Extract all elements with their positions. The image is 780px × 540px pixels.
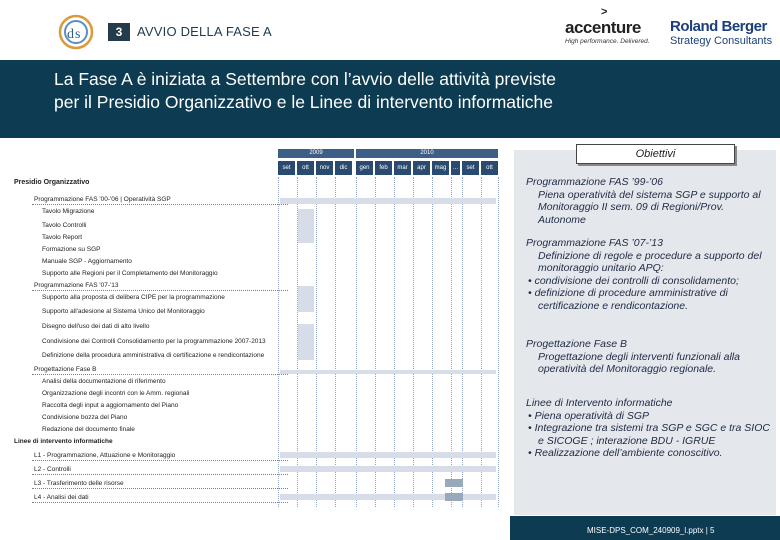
gantt-year: 2009 (278, 149, 354, 158)
gantt-month: set (462, 161, 479, 175)
gantt-month: ott (297, 161, 314, 175)
slide-title-line-2: per il Presidio Organizzativo e le Linee di intervento informatiche (54, 92, 554, 112)
gantt-bar (298, 286, 314, 312)
objectives-fase-b (526, 338, 771, 376)
gantt-row-label: Definizione della procedura amministrativa di certificazione e rendicontazione (42, 352, 265, 359)
objectives-fase-b-title: Progettazione Fase B (526, 338, 627, 350)
objectives-fas-0713-bullet: • definizione di procedure amministrative di certificazione e rendicontazione. (528, 287, 728, 312)
gantt-month: apr (413, 161, 430, 175)
gantt-row-label: Programmazione FAS '07-'13 (34, 282, 119, 289)
gantt-row-label: Condivisione dei Controlli Consolidamento per la programmazione 2007-2013 (42, 338, 266, 345)
objectives-fas-0713-title: Programmazione FAS ’07-’13 (526, 237, 663, 249)
footer-text: MISE-DPS_COM_240909_l.pptx | 5 (587, 526, 715, 535)
gantt-bar (280, 494, 496, 500)
objectives-linee-bullet: • Integrazione tra sistemi tra SGP e SGC e tra SIOC e SICOGE ; interazione BDU - IGRUE (528, 422, 770, 447)
gantt-gridline (498, 177, 499, 507)
bullet-text: Piena operatività di SGP (534, 409, 649, 422)
gantt-row-label: Tavolo Controlli (42, 222, 87, 229)
accenture-logo: accenture (565, 18, 641, 37)
gantt-row-label: Supporto all'adesione al Sistema Unico del Monitoraggio (42, 308, 205, 315)
gantt-row-label: Raccolta degli input a aggiornamento del Piano (42, 402, 179, 409)
gantt-gridline (278, 177, 279, 507)
gantt-bar (298, 209, 314, 243)
objectives-fas-0713-text: Definizione di regole e procedure a supporto del monitoraggio unitario APQ: (538, 249, 762, 275)
gantt-row-label: Supporto alla proposta di delibera CIPE per la programmazione (42, 294, 225, 301)
objectives-linee-title: Linee di Intervento informatiche (526, 397, 673, 409)
roland-berger-logo: Roland Berger (670, 18, 767, 35)
dps-logo-icon (58, 14, 94, 50)
gantt-row-label: L2 - Controlli (34, 466, 71, 473)
gantt-bar (280, 466, 496, 472)
objectives-linee (526, 397, 771, 460)
gantt-bar (298, 324, 314, 360)
gantt-row-divider (32, 474, 288, 475)
gantt-row-label: Redazione del documento finale (42, 426, 135, 433)
objectives-fas-0713 (526, 237, 776, 313)
gantt-month: gen (356, 161, 373, 175)
gantt-row-divider (32, 290, 288, 291)
objectives-fase-b-text: Progettazione degli interventi funzionali alla operatività del Monitoraggio regionale. (538, 350, 740, 376)
svg-text:s: s (75, 27, 81, 42)
objectives-fas-0006-text: Piena operatività del sistema SGP e supporto al Monitoraggio II sem. 09 di Regioni/Prov. Autonome (538, 188, 761, 226)
gantt-row-divider (32, 502, 288, 503)
gantt-month: ... (451, 161, 460, 175)
gantt-row-divider (32, 374, 288, 375)
objectives-fas-0713-bullet: • condivisione dei controlli di consolidamento; (528, 274, 739, 287)
gantt-row-divider (32, 204, 288, 205)
gantt-bar (280, 198, 496, 204)
gantt-row-label: L1 - Programmazione, Attuazione e Monitoraggio (34, 452, 176, 459)
gantt-calendar-header (278, 149, 498, 175)
gantt-row-label: Formazione su SGP (42, 246, 101, 253)
gantt-row-divider (32, 460, 288, 461)
gantt-bar (280, 452, 496, 458)
gantt-month: dic (335, 161, 352, 175)
gantt-month: ott (481, 161, 498, 175)
gantt-month: feb (375, 161, 392, 175)
bullet-text: definizione di procedure amministrative di certificazione e rendicontazione. (534, 287, 728, 312)
gantt-month: mag (432, 161, 449, 175)
gantt-row-divider (32, 488, 288, 489)
gantt-month: mar (394, 161, 411, 175)
gantt-month: set (278, 161, 295, 175)
gantt-row-label: Progettazione Fase B (34, 366, 97, 373)
gantt-year: 2010 (356, 149, 498, 158)
gantt-bar (445, 493, 463, 501)
gantt-row-label: Tavolo Report (42, 234, 83, 241)
gantt-row-label: Organizzazione degli incontri con le Amm. regionali (42, 390, 190, 397)
svg-text:d: d (67, 27, 74, 42)
bullet-text: Integrazione tra sistemi tra SGP e SGC e tra SIOC e SICOGE ; interazione BDU - IGRUE (534, 422, 770, 447)
slide-title (54, 68, 754, 114)
gantt-row-label: Analisi della documentazione di riferimento (42, 378, 166, 385)
accenture-chevron-icon: > (601, 6, 608, 18)
gantt-row-label: Condivisione bozza del Piano (42, 414, 128, 421)
objectives-fas-0006 (526, 176, 766, 226)
gantt-row-label: L4 - Analisi dei dati (34, 494, 89, 501)
gantt-row-label: L3 - Trasferimento delle risorse (34, 480, 124, 487)
slide-title-line-1: La Fase A è iniziata a Settembre con l’avvio delle attività previste (54, 69, 556, 89)
step-title: AVVIO DELLA FASE A (137, 24, 272, 39)
objectives-linee-bullet: • Realizzazione dell’ambiente conoscitivo. (528, 447, 723, 460)
gantt-bar (280, 370, 496, 374)
gantt-bar (445, 479, 463, 487)
bullet-text: Realizzazione dell’ambiente conoscitivo. (534, 447, 723, 460)
accenture-tagline: High performance. Delivered. (565, 38, 650, 45)
bullet-text: condivisione dei controlli di consolidamento; (534, 274, 739, 287)
objectives-fas-0006-title: Programmazione FAS ’99-’06 (526, 176, 663, 188)
gantt-section-label: Linee di intervento informatiche (14, 438, 113, 445)
gantt-row-label: Tavolo Migrazione (42, 208, 95, 215)
header (0, 0, 780, 60)
gantt-section-label: Presidio Organizzativo (14, 179, 90, 186)
gantt-row-label: Supporto alle Regioni per il Completamento del Monitoraggio (42, 270, 218, 277)
objectives-title: Obiettivi (576, 144, 735, 164)
step-number-badge: 3 (108, 23, 130, 41)
gantt-row-label: Programmazione FAS '00-'06 | Operatività SGP (34, 196, 171, 203)
gantt-month: nov (316, 161, 333, 175)
roland-berger-subtitle: Strategy Consultants (670, 35, 773, 47)
gantt-row-label: Manuale SGP - Aggiornamento (42, 258, 132, 265)
gantt-row-label: Disegno dell'uso dei dati di alto livello (42, 323, 150, 330)
objectives-linee-bullet: • Piena operatività di SGP (528, 409, 649, 422)
